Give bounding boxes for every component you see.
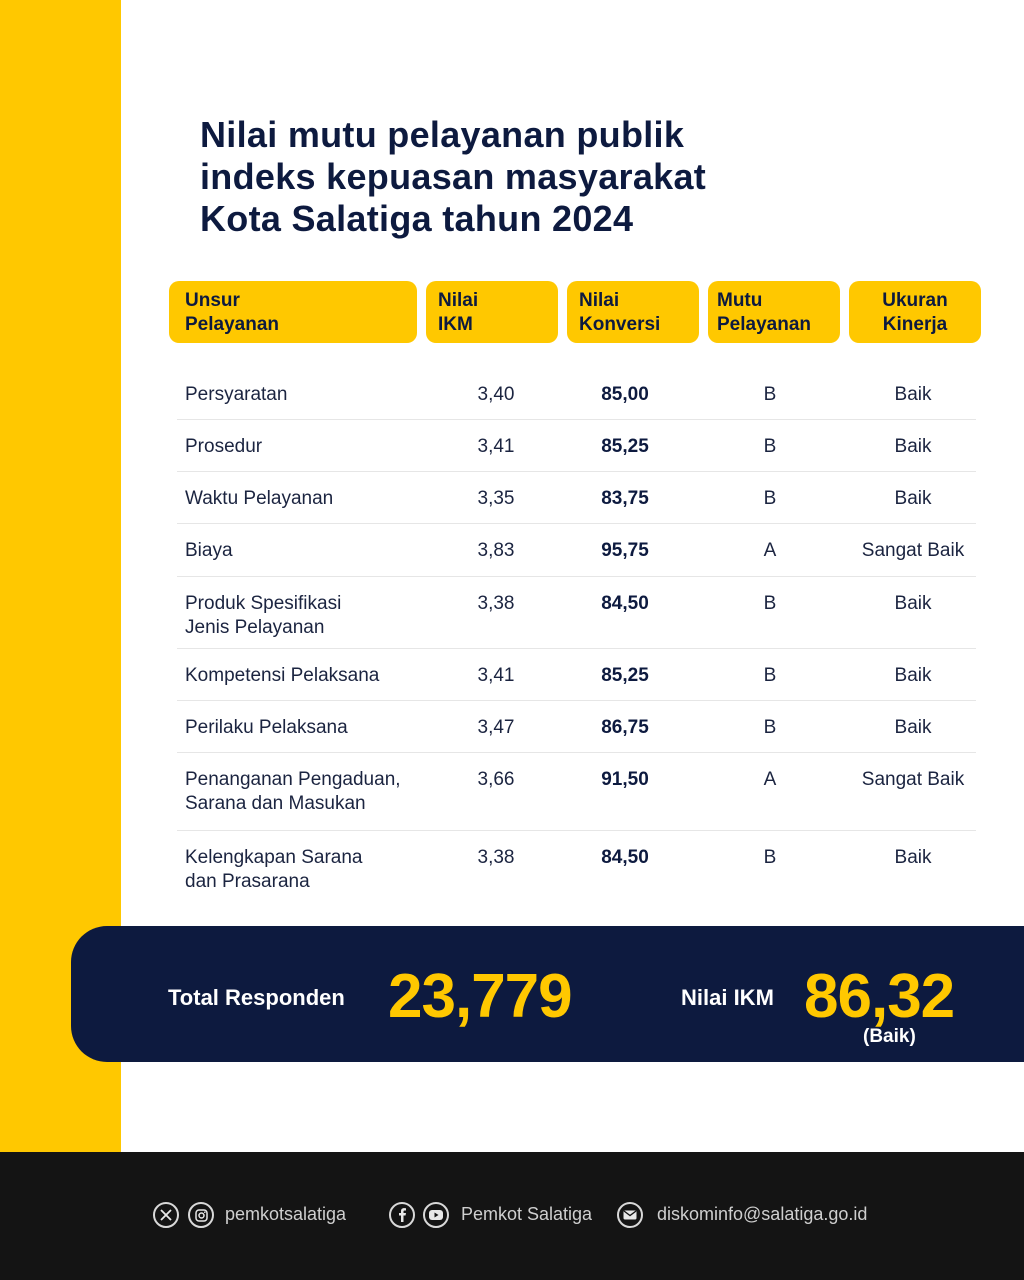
cell-unsur-text: Jenis Pelayanan (185, 617, 325, 638)
cell-nilai-konversi: 91,50 (601, 769, 649, 790)
cell-mutu: B (763, 847, 777, 868)
table-row (177, 701, 976, 753)
x-twitter-icon[interactable] (153, 1202, 179, 1228)
header-text: Nilai (438, 290, 479, 311)
cell-unsur-text: Kelengkapan Sarana (185, 847, 363, 868)
cell-kinerja: Baik (894, 488, 932, 509)
cell-unsur (185, 664, 460, 688)
header-text: Pelayanan (185, 314, 279, 335)
header-text: Konversi (579, 314, 661, 335)
table-row (177, 753, 976, 831)
cell-kinerja: Baik (894, 593, 932, 614)
header-ukuran-kinerja (849, 281, 981, 343)
cell-unsur (185, 435, 460, 459)
nilai-ikm-value: 86,32 (804, 962, 955, 1031)
cell-unsur-text: Biaya (185, 540, 233, 561)
instagram-icon[interactable] (188, 1202, 214, 1228)
cell-nilai-ikm: 3,66 (477, 769, 515, 790)
header-text: Nilai (579, 290, 620, 311)
cell-kinerja: Sangat Baik (861, 540, 965, 561)
cell-mutu: B (763, 384, 777, 405)
cell-mutu: B (763, 488, 777, 509)
title-line-3: Kota Salatiga tahun 2024 (200, 198, 634, 239)
cell-unsur-text: Produk Spesifikasi (185, 593, 342, 614)
table-row (177, 368, 976, 420)
cell-unsur-text: Penanganan Pengaduan, (185, 769, 401, 790)
cell-unsur (185, 846, 460, 894)
cell-unsur-text: Perilaku Pelaksana (185, 717, 348, 738)
cell-mutu: B (763, 717, 777, 738)
cell-nilai-konversi: 85,00 (601, 384, 649, 405)
cell-nilai-konversi: 85,25 (601, 665, 649, 686)
header-text: IKM (438, 314, 473, 335)
cell-kinerja: Baik (894, 436, 932, 457)
cell-unsur (185, 716, 460, 740)
header-text: Kinerja (882, 314, 948, 335)
cell-unsur (185, 768, 460, 816)
header-text: Pelayanan (717, 314, 811, 335)
header-nilai-konversi (567, 281, 699, 343)
cell-nilai-ikm: 3,41 (477, 665, 515, 686)
cell-unsur-text: Sarana dan Masukan (185, 793, 366, 814)
cell-kinerja: Baik (894, 384, 932, 405)
cell-kinerja: Baik (894, 717, 932, 738)
cell-unsur (185, 592, 460, 640)
cell-nilai-ikm: 3,47 (477, 717, 515, 738)
youtube-icon[interactable] (423, 1202, 449, 1228)
cell-unsur (185, 539, 460, 563)
cell-unsur-text: Persyaratan (185, 384, 288, 405)
cell-nilai-konversi: 84,50 (601, 593, 649, 614)
cell-kinerja: Sangat Baik (861, 769, 965, 790)
table-row (177, 649, 976, 701)
table-body (177, 368, 976, 903)
cell-nilai-ikm: 3,40 (477, 384, 515, 405)
header-unsur-pelayanan (169, 281, 417, 343)
cell-mutu: A (763, 540, 777, 561)
cell-nilai-konversi: 84,50 (601, 847, 649, 868)
nilai-ikm-predikat: (Baik) (863, 1026, 916, 1047)
cell-mutu: A (763, 769, 777, 790)
cell-nilai-ikm: 3,41 (477, 436, 515, 457)
cell-nilai-ikm: 3,35 (477, 488, 515, 509)
email-icon[interactable] (617, 1202, 643, 1228)
header-nilai-ikm (426, 281, 558, 343)
header-mutu-pelayanan (708, 281, 840, 343)
cell-nilai-konversi: 83,75 (601, 488, 649, 509)
header-text: Ukuran (882, 290, 948, 311)
summary-panel (71, 926, 1024, 1062)
total-responden-value: 23,779 (388, 962, 572, 1031)
cell-unsur-text: Kompetensi Pelaksana (185, 665, 380, 686)
cell-mutu: B (763, 665, 777, 686)
title-line-2: indeks kepuasan masyarakat (200, 156, 707, 197)
cell-kinerja: Baik (894, 665, 932, 686)
table-row (177, 420, 976, 472)
cell-nilai-ikm: 3,38 (477, 593, 515, 614)
cell-unsur-text: Prosedur (185, 436, 263, 457)
table-row (177, 831, 976, 903)
cell-unsur-text: dan Prasarana (185, 871, 310, 892)
cell-unsur (185, 487, 460, 511)
cell-nilai-konversi: 85,25 (601, 436, 649, 457)
cell-nilai-ikm: 3,38 (477, 847, 515, 868)
cell-nilai-ikm: 3,83 (477, 540, 515, 561)
cell-nilai-konversi: 86,75 (601, 717, 649, 738)
cell-kinerja: Baik (894, 847, 932, 868)
email-address[interactable]: diskominfo@salatiga.go.id (657, 1204, 868, 1224)
table-row (177, 472, 976, 524)
header-text: Unsur (185, 290, 240, 311)
table-row (177, 577, 976, 649)
cell-nilai-konversi: 95,75 (601, 540, 649, 561)
cell-mutu: B (763, 593, 777, 614)
cell-mutu: B (763, 436, 777, 457)
nilai-ikm-label: Nilai IKM (681, 985, 774, 1010)
cell-unsur (185, 383, 460, 407)
header-text: Mutu (717, 290, 763, 311)
title-line-1: Nilai mutu pelayanan publik (200, 114, 685, 155)
total-responden-label: Total Responden (168, 985, 345, 1010)
cell-unsur-text: Waktu Pelayanan (185, 488, 334, 509)
facebook-icon[interactable] (389, 1202, 415, 1228)
page-name[interactable]: Pemkot Salatiga (461, 1204, 593, 1224)
page-title (200, 114, 706, 240)
table-row (177, 524, 976, 577)
social-handle[interactable]: pemkotsalatiga (225, 1204, 347, 1224)
